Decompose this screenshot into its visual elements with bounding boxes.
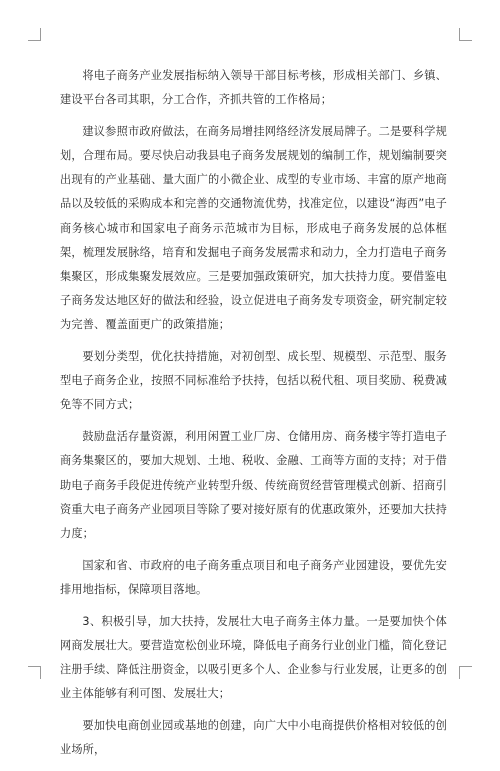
crop-mark-top-left	[28, 28, 41, 41]
paragraph: 鼓励盘活存量资源，利用闲置工业厂房、仓储用房、商务楼宇等打造电子商务集聚区的，要加大规划、土地、税收、金融、工商等方面的支持；对于借助电子商务手段促进传统产业转型升级、传统商贸经营管理模式创新、招商引资重大电子商务产业园项目等除了要对接好原有的优惠政策外，还要加大扶持力度；	[60, 430, 447, 540]
paragraph: 建议参照市政府做法，在商务局增挂网络经济发展局牌子。二是要科学规划，合理布局。要尽快启动我县电子商务发展规划的编制工作，规划编制要突出现有的产业基础、量大面广的小微企业、成型的专业市场、丰富的原产地商品以及较低的采购成本和完善的交通物流优势，找准定位，以建设“海西”电子商务核心城市和国家电子商务示范城市为目标，形成电子商务发展的总体框架，梳理发展脉络，培育和发掘电子商务发展需求和动力，全力打造电子商务集聚区，形成集聚发展效应。三是要加强政策研究，加大扶持力度。要借鉴电子商务发达地区好的做法和经验，设立促进电子商务发专项资金，研究制定较为完善、覆盖面更广的政策措施；	[60, 125, 447, 331]
crop-mark-bottom-left	[28, 666, 41, 679]
paragraph: 3、积极引导，加大扶持，发展壮大电子商务主体力量。一是要加快个体网商发展壮大。要营造宽松创业环境，降低电子商务行业创业门槛，简化登记注册手续、降低注册资金，以吸引更多个人、企业参与行业发展，让更多的创业主体能够有利可图、发展壮大；	[60, 614, 447, 701]
crop-mark-top-right	[459, 28, 472, 41]
paragraph: 国家和省、市政府的电子商务重点项目和电子商务产业园建设，要优先安排用地指标，保障项目落地。	[60, 558, 447, 596]
paragraph: 要加快电商创业园或基地的创建，向广大中小电商提供价格相对较低的创业场所，	[60, 719, 447, 757]
paragraph: 将电子商务产业发展指标纳入领导干部目标考核，形成相关部门、乡镇、建设平台各司其职，分工合作，齐抓共管的工作格局；	[60, 69, 447, 107]
crop-mark-bottom-right	[459, 666, 472, 679]
paragraph: 要划分类型，优化扶持措施，对初创型、成长型、规模型、示范型、服务型电子商务企业，按照不同标准给予扶持，包括以税代租、项目奖励、税费减免等不同方式；	[60, 350, 447, 412]
document-body	[60, 64, 447, 771]
